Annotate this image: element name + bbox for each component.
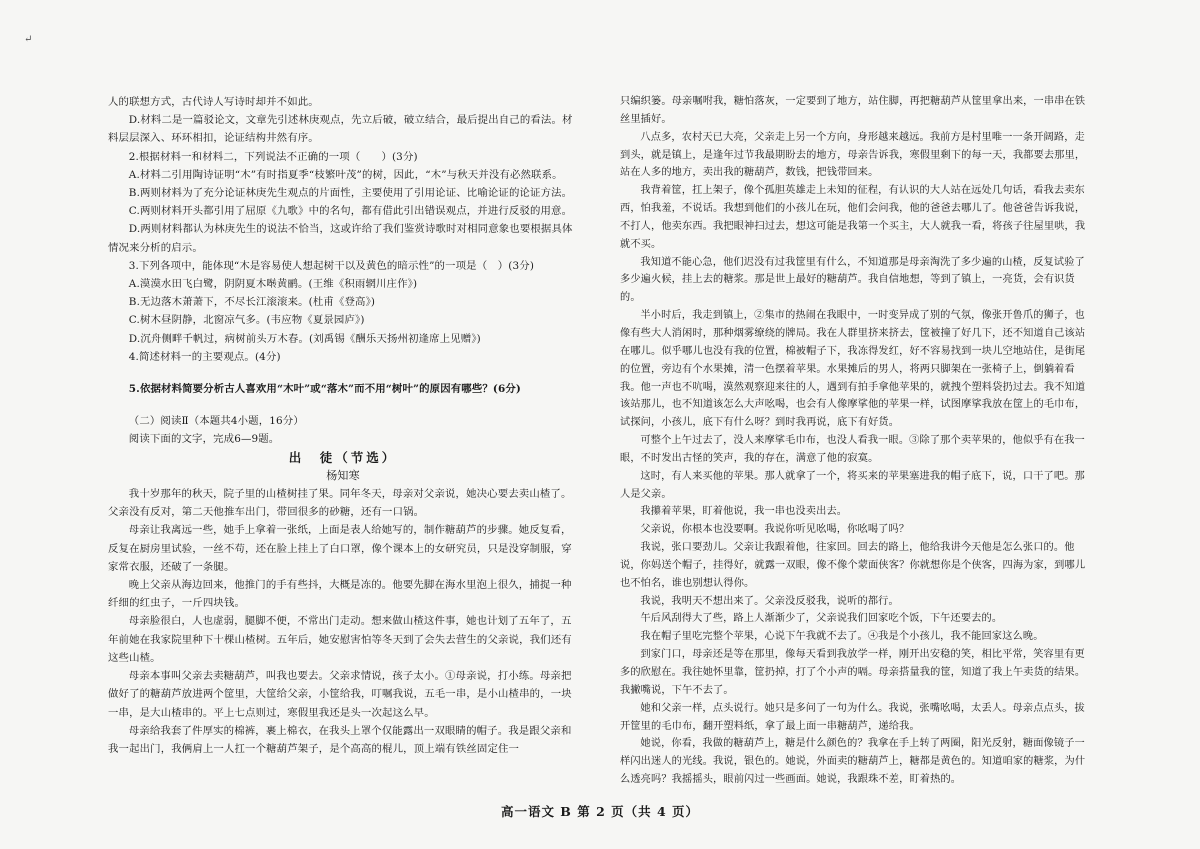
story-paragraph-underlined-2: 半小时后，我走到镇上，②集市的热闹在我眼中，一时变异成了别的气氛，像张开鲁爪的狮子，也像有些大人消闲时，那种烟雾缭绕的牌局。我在人群里挤来挤去，筐被撞了好几下，还不知道自己该站在哪儿。似乎哪儿也没有我的位置，棉被帽子下，我冻得发红，好不容易找到一块儿空地站住，是街尾的位置，旁边有个水果摊，清一色摆着苹果。水果摊后的男人，将两只脚架在一张椅子上，倒躺着看我。他一声也不吭喝，漠然观察迎来往的人，遇到有拍手拿他苹果的，就拽个塑料袋扔过去。我不知道该站那儿，也不知道该怎么大声吆喝，也会有人像摩挲他的苹果一样，试图摩挲我放在筐上的毛巾布，试探问，小孩儿，底下有什么呀？到时我再说，底下有好货。 <box>620 310 1086 429</box>
story-paragraph: 晚上父亲从海边回来，他推门的手有些抖，大概是冻的。他要先脚在海水里泡上很久，捕捉一种纤细的红虫子，一斤四块钱。 <box>108 579 572 610</box>
option-d: D.两则材料都认为林庚先生的说法不恰当，这或许给了我们鉴赏诗歌时对相同意象也要根据具体情况来分析的启示。 <box>108 223 573 254</box>
story-author: 杨知寒 <box>326 468 360 482</box>
option-b: B.两则材料为了充分论证林庚先生观点的片面性，主要使用了引用论证、比喻论证的论证方法。 <box>128 187 573 200</box>
story-paragraph: 母亲本事叫父亲去卖糖葫芦，叫我也要去。父亲求情说，孩子太小。①母亲说，打小练。母亲把做好了的糖葫芦放进两个筐里，大筐给父亲，小筐给我，叮嘱我说，五毛一串，是小山楂串的，一块一串，是大山楂串的。平上七点则过，寒假里我还是头一次起这么早。 <box>108 670 572 719</box>
story-paragraph: 母亲让我离远一些，她手上拿着一张纸，上面是表人给她写的，制作糖葫芦的步骤。她反复看，反复在厨房里试验，一丝不苟，还在脸上挂上了白口罩，像个课本上的女研究员，只是没穿制服，穿家常衣服，还破了一条腿。 <box>108 524 572 573</box>
story-paragraph: 我知道不能心急，他们迟没有过我筐里有什么，不知道那是母亲淘洗了多少遍的山楂，反复试验了多少遍火候，挂上去的糖浆。那是世上最好的糖葫芦。我自信地想，等到了镇上，一亮货，会有识货的。 <box>620 256 1085 304</box>
story-paragraph: 我说，张口要劲儿。父亲让我跟着他，往家回。回去的路上，他给我讲今天他是怎么张口的。他说，你妈送个帽子，挂得好，就露一双眼，像不像个蒙面侠客？你就想你是个侠客，四海为家，到哪儿也不怕名，谁也别想认得你。 <box>620 542 1086 589</box>
story-paragraph: 我攥着苹果，盯着他说，我一串也没卖出去。 <box>640 506 848 518</box>
story-paragraph-underlined-4: 我在帽子里吃完整个苹果，心说下午我就不去了。④我是个小孩儿，我不能回家这么晚。 <box>640 631 1044 643</box>
story-paragraph: 我十岁那年的秋天，院子里的山楂树挂了果。同年冬天，母亲对父亲说，她决心要去卖山楂了。父亲没有反对，第二天他推车出门，带回很多的砂糖，还有一口锅。 <box>108 488 572 519</box>
story-title: 出 徒（节选） <box>288 449 398 465</box>
story-paragraph: 我背着筐，扛上架子，像个孤胆英雄走上未知的征程，有认识的大人站在远处几句话，看我去卖东西，怕我羞，不说话。我想到他们的小孩儿在玩，他们会问我，他的爸爸去哪儿了。他爸爸告诉我说，不打人，他卖东西。我把眼神扫过去，想这可能是我第一个买主，大人就我一看，将孩子往屋里哄，我就不买。 <box>620 185 1086 250</box>
question-5: 5.依据材料简要分析古人喜欢用“木叶”或“落木”而不用“树叶”的原因有哪些？(6分) <box>128 383 521 396</box>
story-paragraph-underlined-3: 可整个上午过去了，没人来摩挲毛巾布，也没人看我一眼。③除了那个卖苹果的，他似乎有在我一眼，不时发出古怪的笑声，我的存在，满意了他的寂寞。 <box>620 435 1085 464</box>
text-line: 人的联想方式，古代诗人写诗时却并不如此。 <box>108 96 319 108</box>
right-column <box>620 93 1092 789</box>
option-b: B.无边落木萧萧下，不尽长江滚滚来。(杜甫《登高》) <box>128 296 376 309</box>
question-4: 4.简述材料一的主要观点。(4分) <box>128 350 281 363</box>
story-paragraph: 我说，我明天不想出来了。父亲没反驳我，说听的都行。 <box>640 595 899 607</box>
story-paragraph: 父亲说，你根本也没要啊。我说你听见吆喝，你吆喝了吗？ <box>640 524 910 536</box>
story-paragraph: 母亲脸很白，人也虚弱，腿脚不便，不常出门走动。想来做山楂这件事，她也计划了五年了，五年前她在我家院里种下十棵山楂树。五年后，她安慰害怕等冬天到了会失去营生的父亲说，我们还有这些山楂。 <box>108 615 572 664</box>
story-paragraph: 她和父亲一样，点头说行。她只是多问了一句为什么。我说，张嘴吆喝，太丢人。母亲点点头，拔开筐里的毛巾布，翻开塑料纸，拿了最上面一串糖葫芦，递给我。 <box>620 702 1085 732</box>
option-a: A.漠漠水田飞白鹭，阴阴夏木啭黄鹂。(王维《积雨辋川庄作》) <box>128 278 418 291</box>
story-paragraph: 八点多，农村天已大亮，父亲走上另一个方向，身形越来越远。我前方是村里唯一一条开阔路，走到头，就是镇上，是逢年过节我最期盼去的地方，母亲告诉我，寒假里剩下的每一天，我都要去那里，站在人多的地方，卖出我的糖葫芦，数钱，把钱带回来。 <box>620 131 1086 179</box>
option-a: A.材料二引用陶诗证明“木”有时指夏季“枝繁叶茂”的树，因此，“木”与秋天并没有必然联系。 <box>128 168 563 181</box>
story-paragraph: 她说，你看，我做的糖葫芦上，糖是什么颜色的？我拿在手上转了两圈，阳光反射，糖面像镜子一样闪出迷人的光线。我说，银色的。她说，外面卖的糖葫芦上，糖都是黄色的。知道咱家的糖浆，为什么透亮吗？我摇摇头，眼前闪过一些画面。她说，我跟珠不差，盯着热的。 <box>620 738 1086 786</box>
story-paragraph: 只编织篓。母亲嘱咐我，糖怕落灰，一定要到了地方，站住脚，再把糖葫芦从筐里拿出来，一串串在铁丝里插好。 <box>620 96 1086 125</box>
question-2: 2.根据材料一和材料二，下列说法不正确的一项（ ）(3分) <box>128 150 418 163</box>
section-heading: （二）阅读Ⅱ（本题共4小题，16分） <box>128 415 304 428</box>
story-paragraph: 到家门口，母亲还是等在那里，像每天看到我放学一样，刚开出安稳的笑，相比平常，笑容里有更多的欣慰在。我往她怀里靠，筐扔掉，打了个小声的嗝。母亲搭量我的筐，知道了我上午卖货的结果。我撇嘴说，下午不去了。 <box>620 649 1086 696</box>
option-c: C.两则材料开头都引用了屈原《九歌》中的名句，都有借此引出错误观点，并进行反驳的用意。 <box>128 205 573 218</box>
story-paragraph: 这时，有人来买他的苹果。那人就拿了一个，将买来的苹果塞进我的帽子底下，说，口干了吧。那人是父亲。 <box>620 470 1085 500</box>
paragraph-mark-icon: ↵ <box>24 34 33 45</box>
story-paragraph: 午后风刮得大了些，路上人渐渐少了，父亲说我们回家吃个饭，下午还要去的。 <box>640 613 1003 625</box>
section-instruction: 阅读下面的文字，完成6—9题。 <box>128 433 280 446</box>
story-paragraph: 母亲给我套了件厚实的棉裤，裹上棉衣，在我头上罩个仅能露出一双眼睛的帽子。我是跟父亲和我一起出门，我俩肩上一人扛一个糖葫芦架子，是个高高的棍儿，顶上端有铁丝固定住一 <box>108 724 572 755</box>
left-column <box>108 93 578 758</box>
option-d: D.沉舟侧畔千帆过，病树前头万木春。(刘禹锡《酬乐天扬州初逢席上见赠》) <box>128 332 481 345</box>
option-c: C.树木昼阴静，北窗凉气多。(韦应物《夏景园庐》) <box>128 314 365 327</box>
page-footer: 高一语文 B 第 2 页（共 4 页） <box>500 804 700 819</box>
option-d: D.材料二是一篇驳论文，文章先引述林庚观点，先立后破，破立结合，最后提出自己的看法。材料层层深入、环环相扣，论证结构井然有序。 <box>108 114 573 145</box>
question-3: 3.下列各项中，能体现“木是容易使人想起树干以及黄色的暗示性”的一项是（ ）(3分) <box>128 259 535 272</box>
